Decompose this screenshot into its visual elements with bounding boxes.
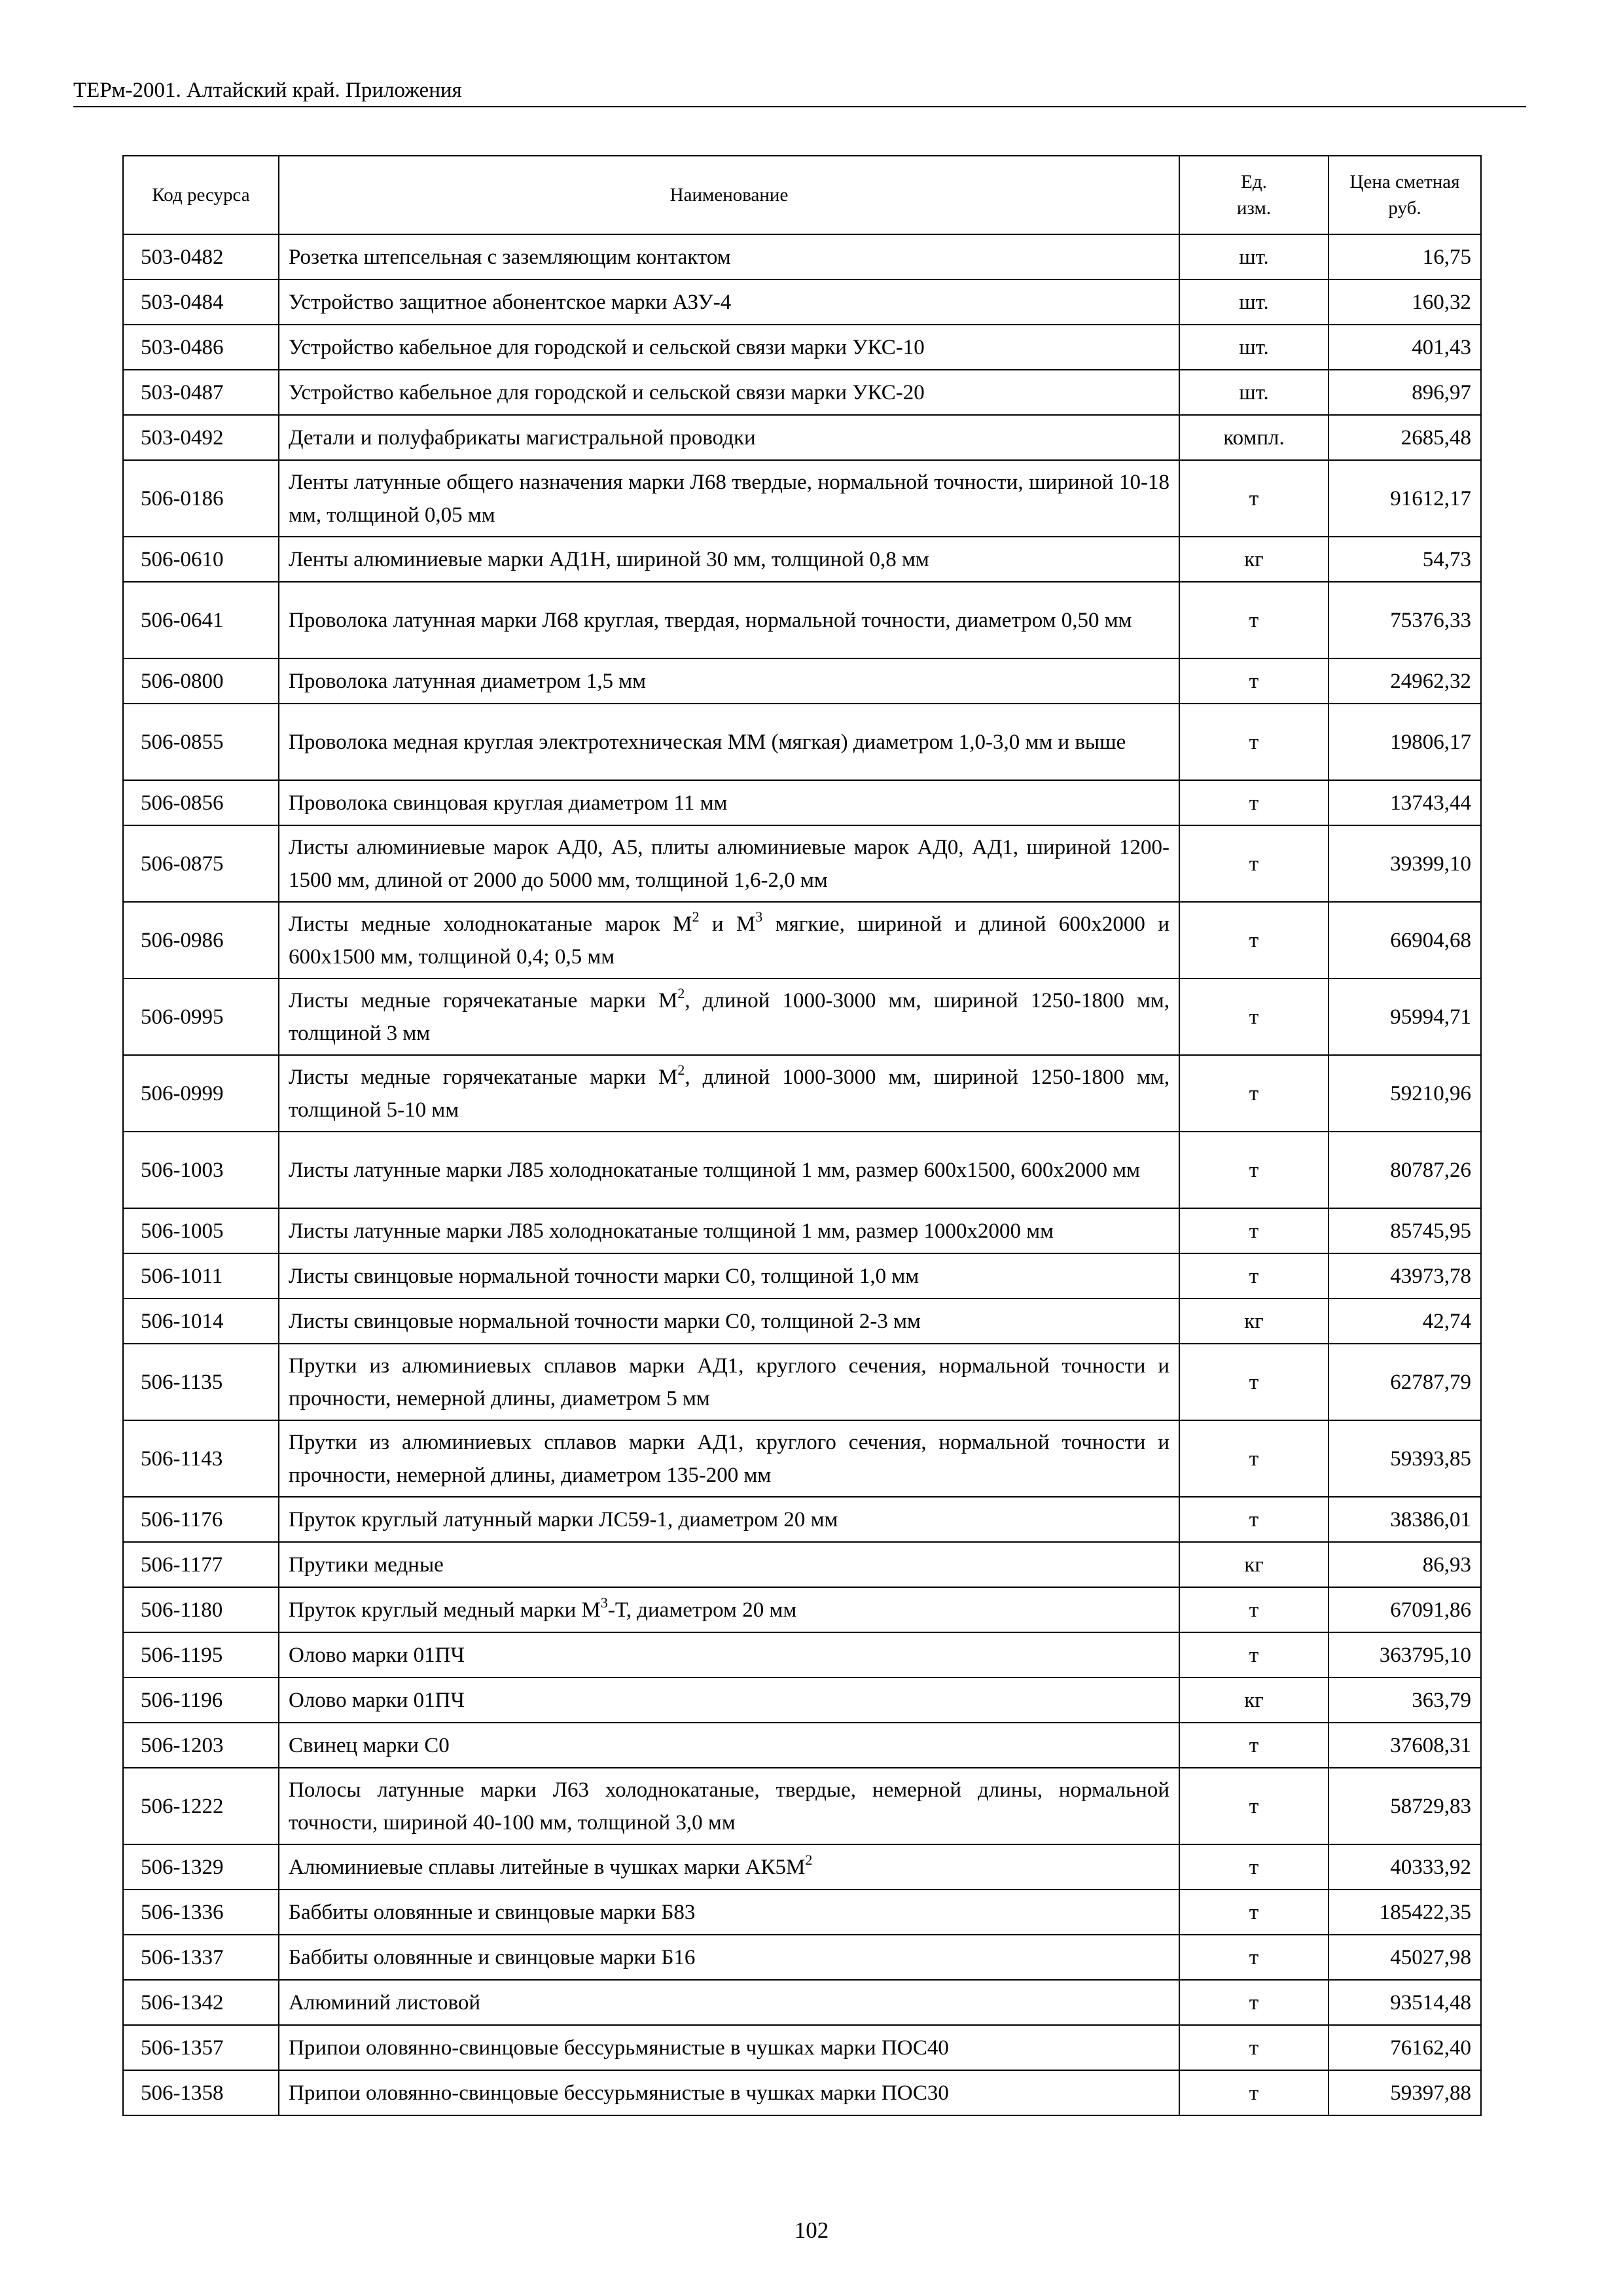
col-header-name: Наименование: [279, 156, 1179, 234]
cell-code: 506-1176: [123, 1497, 279, 1542]
cell-name: Розетка штепсельная с заземляющим контактом: [279, 234, 1179, 279]
cell-unit: т: [1179, 582, 1329, 658]
cell-unit: шт.: [1179, 279, 1329, 325]
cell-name: Проволока свинцовая круглая диаметром 11 мм: [279, 780, 1179, 825]
table-row: [123, 325, 1481, 370]
cell-unit: т: [1179, 2070, 1329, 2115]
cell-price: 95994,71: [1329, 978, 1481, 1055]
cell-price: 91612,17: [1329, 460, 1481, 537]
cell-price: 43973,78: [1329, 1253, 1481, 1299]
cell-unit: т: [1179, 1420, 1329, 1497]
cell-name: Листы латунные марки Л85 холоднокатаные толщиной 1 мм, размер 1000х2000 мм: [279, 1208, 1179, 1253]
cell-name-superscript: 3: [755, 908, 763, 925]
cell-price: 93514,48: [1329, 1980, 1481, 2025]
cell-price: 19806,17: [1329, 704, 1481, 780]
table-row: [123, 704, 1481, 780]
cell-price: 896,97: [1329, 370, 1481, 415]
cell-unit: шт.: [1179, 234, 1329, 279]
col-header-price: [1329, 156, 1481, 234]
cell-unit: т: [1179, 1208, 1329, 1253]
cell-price: 85745,95: [1329, 1208, 1481, 1253]
cell-code: 506-1358: [123, 2070, 279, 2115]
table-row: [123, 1208, 1481, 1253]
cell-name: Детали и полуфабрикаты магистральной проводки: [279, 415, 1179, 460]
cell-code: 503-0486: [123, 325, 279, 370]
table-row: [123, 537, 1481, 582]
table-row: [123, 2025, 1481, 2070]
cell-name: Устройство кабельное для городской и сельской связи марки УКС-10: [279, 325, 1179, 370]
cell-name: Прутки из алюминиевых сплавов марки АД1, круглого сечения, нормальной точности и прочности, немерной длины, диаметром 5 мм: [279, 1344, 1179, 1420]
cell-code: 506-0186: [123, 460, 279, 537]
cell-code: 506-1011: [123, 1253, 279, 1299]
cell-name-part: Листы медные холоднокатаные марок М: [289, 912, 692, 936]
table-row: [123, 978, 1481, 1055]
cell-unit: т: [1179, 1344, 1329, 1420]
table-row: [123, 780, 1481, 825]
cell-name-part: , длиной 1000-3000 мм, шириной 1250-1800 мм, толщиной 5-10 мм: [289, 1065, 1169, 1122]
cell-price: 66904,68: [1329, 902, 1481, 978]
cell-unit: т: [1179, 1132, 1329, 1208]
cell-price: 2685,48: [1329, 415, 1481, 460]
table-row: [123, 460, 1481, 537]
table-row: [123, 2070, 1481, 2115]
cell-unit: кг: [1179, 1677, 1329, 1723]
cell-price: 40333,92: [1329, 1844, 1481, 1890]
table-row: [123, 1132, 1481, 1208]
cell-unit: т: [1179, 902, 1329, 978]
table-row: [123, 658, 1481, 704]
cell-code: 506-1195: [123, 1632, 279, 1677]
cell-name: Проволока латунная марки Л68 круглая, твердая, нормальной точности, диаметром 0,50 мм: [279, 582, 1179, 658]
cell-unit: т: [1179, 1497, 1329, 1542]
cell-unit: т: [1179, 1980, 1329, 2025]
cell-unit: т: [1179, 1253, 1329, 1299]
cell-name: [279, 1587, 1179, 1632]
cell-code: 506-1014: [123, 1299, 279, 1344]
cell-unit: т: [1179, 1768, 1329, 1844]
cell-name: [279, 1844, 1179, 1890]
cell-code: 503-0484: [123, 279, 279, 325]
cell-unit: т: [1179, 780, 1329, 825]
cell-name: Припои оловянно-свинцовые бессурьмянистые в чушках марки ПОС30: [279, 2070, 1179, 2115]
cell-price: 401,43: [1329, 325, 1481, 370]
cell-name: [279, 1055, 1179, 1132]
cell-price: 13743,44: [1329, 780, 1481, 825]
cell-unit: кг: [1179, 1299, 1329, 1344]
cell-name: Листы свинцовые нормальной точности марки С0, толщиной 1,0 мм: [279, 1253, 1179, 1299]
cell-name: Припои оловянно-свинцовые бессурьмянистые в чушках марки ПОС40: [279, 2025, 1179, 2070]
table-row: [123, 1677, 1481, 1723]
cell-name-part: Листы медные горячекатаные марки М: [289, 988, 678, 1013]
cell-price: 59393,85: [1329, 1420, 1481, 1497]
cell-price: 54,73: [1329, 537, 1481, 582]
table-row: [123, 1935, 1481, 1980]
cell-name: Олово марки 01ПЧ: [279, 1677, 1179, 1723]
cell-name: [279, 978, 1179, 1055]
cell-name-part: -Т, диаметром 20 мм: [607, 1598, 797, 1622]
cell-price: 59210,96: [1329, 1055, 1481, 1132]
table-row: [123, 1890, 1481, 1935]
cell-name-part: мягкие, шириной и длиной 600х2000 и 600х1500 мм, толщиной 0,4; 0,5 мм: [289, 912, 1169, 969]
table-row: [123, 1723, 1481, 1768]
table-row: [123, 825, 1481, 902]
cell-price: 24962,32: [1329, 658, 1481, 704]
running-header: ТЕРм-2001. Алтайский край. Приложения: [73, 79, 462, 102]
cell-name: Свинец марки С0: [279, 1723, 1179, 1768]
cell-unit: т: [1179, 1632, 1329, 1677]
cell-name: Листы алюминиевые марок АД0, А5, плиты алюминиевые марок АД0, АД1, шириной 1200-1500 мм, длиной от 2000 до 5000 мм, толщиной 1,6-2,0 мм: [279, 825, 1179, 902]
cell-code: 506-0999: [123, 1055, 279, 1132]
cell-code: 503-0482: [123, 234, 279, 279]
cell-price: 42,74: [1329, 1299, 1481, 1344]
cell-code: 506-1342: [123, 1980, 279, 2025]
cell-price: 16,75: [1329, 234, 1481, 279]
cell-price: 185422,35: [1329, 1890, 1481, 1935]
table-row: [123, 1420, 1481, 1497]
cell-name-superscript: 2: [805, 1851, 813, 1868]
cell-name: Устройство кабельное для городской и сельской связи марки УКС-20: [279, 370, 1179, 415]
cell-name: Полосы латунные марки Л63 холоднокатаные, твердые, немерной длины, нормальной точности, шириной 40-100 мм, толщиной 3,0 мм: [279, 1768, 1179, 1844]
table-header-row: [123, 156, 1481, 234]
table-row: [123, 1253, 1481, 1299]
col-header-code: Код ресурса: [123, 156, 279, 234]
cell-unit: т: [1179, 1935, 1329, 1980]
cell-name: [279, 902, 1179, 978]
cell-name: Ленты латунные общего назначения марки Л68 твердые, нормальной точности, шириной 10-18 мм, толщиной 0,05 мм: [279, 460, 1179, 537]
cell-code: 506-1222: [123, 1768, 279, 1844]
cell-price: 38386,01: [1329, 1497, 1481, 1542]
cell-price: 37608,31: [1329, 1723, 1481, 1768]
cell-price: 160,32: [1329, 279, 1481, 325]
cell-code: 506-0610: [123, 537, 279, 582]
cell-price: 58729,83: [1329, 1768, 1481, 1844]
cell-unit: т: [1179, 978, 1329, 1055]
table-row: [123, 279, 1481, 325]
cell-code: 503-0492: [123, 415, 279, 460]
table-row: [123, 1299, 1481, 1344]
cell-name: Листы свинцовые нормальной точности марки С0, толщиной 2-3 мм: [279, 1299, 1179, 1344]
cell-price: 59397,88: [1329, 2070, 1481, 2115]
cell-code: 506-1337: [123, 1935, 279, 1980]
table-row: [123, 1980, 1481, 2025]
cell-unit: шт.: [1179, 370, 1329, 415]
cell-code: 506-0800: [123, 658, 279, 704]
cell-name: Прутики медные: [279, 1542, 1179, 1587]
cell-code: 506-1357: [123, 2025, 279, 2070]
cell-unit: т: [1179, 1844, 1329, 1890]
cell-code: 506-1005: [123, 1208, 279, 1253]
cell-name-superscript: 2: [677, 1061, 685, 1078]
cell-name-part: Алюминиевые сплавы литейные в чушках марки АК5М: [289, 1855, 806, 1879]
cell-code: 506-1196: [123, 1677, 279, 1723]
table-row: [123, 1542, 1481, 1587]
cell-unit: т: [1179, 460, 1329, 537]
page-number: 102: [794, 2217, 829, 2243]
table-row: [123, 415, 1481, 460]
table-row: [123, 1587, 1481, 1632]
cell-code: 506-0856: [123, 780, 279, 825]
cell-code: 506-0641: [123, 582, 279, 658]
table-row: [123, 902, 1481, 978]
cell-name-part: Листы медные горячекатаные марки М: [289, 1065, 678, 1089]
cell-name: Пруток круглый латунный марки ЛС59-1, диаметром 20 мм: [279, 1497, 1179, 1542]
table-row: [123, 1055, 1481, 1132]
cell-code: 506-1177: [123, 1542, 279, 1587]
cell-unit: кг: [1179, 1542, 1329, 1587]
cell-unit: т: [1179, 2025, 1329, 2070]
cell-code: 506-0995: [123, 978, 279, 1055]
cell-price: 75376,33: [1329, 582, 1481, 658]
cell-price: 80787,26: [1329, 1132, 1481, 1208]
cell-name: Листы латунные марки Л85 холоднокатаные толщиной 1 мм, размер 600х1500, 600х2000 мм: [279, 1132, 1179, 1208]
col-header-price-line2: руб.: [1388, 198, 1421, 219]
cell-name-superscript: 3: [600, 1594, 608, 1611]
cell-unit: т: [1179, 1723, 1329, 1768]
cell-price: 62787,79: [1329, 1344, 1481, 1420]
price-table: [122, 155, 1482, 2116]
cell-unit: т: [1179, 658, 1329, 704]
cell-name-superscript: 2: [677, 984, 685, 1001]
cell-name: Устройство защитное абонентское марки АЗУ-4: [279, 279, 1179, 325]
cell-price: 67091,86: [1329, 1587, 1481, 1632]
cell-unit: т: [1179, 825, 1329, 902]
cell-price: 45027,98: [1329, 1935, 1481, 1980]
cell-price: 363795,10: [1329, 1632, 1481, 1677]
table-row: [123, 1497, 1481, 1542]
cell-code: 506-1203: [123, 1723, 279, 1768]
cell-code: 506-0986: [123, 902, 279, 978]
cell-name-superscript: 2: [692, 908, 700, 925]
cell-unit: т: [1179, 704, 1329, 780]
cell-name: Проволока медная круглая электротехническая ММ (мягкая) диаметром 1,0-3,0 мм и выше: [279, 704, 1179, 780]
cell-name: Олово марки 01ПЧ: [279, 1632, 1179, 1677]
cell-name: Баббиты оловянные и свинцовые марки Б16: [279, 1935, 1179, 1980]
col-header-unit: [1179, 156, 1329, 234]
table-row: [123, 582, 1481, 658]
cell-name: Баббиты оловянные и свинцовые марки Б83: [279, 1890, 1179, 1935]
cell-name: Прутки из алюминиевых сплавов марки АД1, круглого сечения, нормальной точности и прочности, немерной длины, диаметром 135-200 мм: [279, 1420, 1179, 1497]
table-row: [123, 1844, 1481, 1890]
cell-code: 506-0875: [123, 825, 279, 902]
cell-code: 506-1180: [123, 1587, 279, 1632]
col-header-unit-line2: изм.: [1236, 198, 1272, 219]
cell-price: 86,93: [1329, 1542, 1481, 1587]
cell-name-part: и М: [699, 912, 756, 936]
cell-code: 506-1336: [123, 1890, 279, 1935]
cell-unit: т: [1179, 1890, 1329, 1935]
cell-code: 506-1003: [123, 1132, 279, 1208]
cell-name: Алюминий листовой: [279, 1980, 1179, 2025]
header-rule: [73, 106, 1526, 107]
cell-unit: т: [1179, 1587, 1329, 1632]
table-row: [123, 1768, 1481, 1844]
table-row: [123, 1632, 1481, 1677]
cell-code: 506-1143: [123, 1420, 279, 1497]
cell-code: 506-1135: [123, 1344, 279, 1420]
cell-unit: компл.: [1179, 415, 1329, 460]
cell-code: 503-0487: [123, 370, 279, 415]
cell-price: 76162,40: [1329, 2025, 1481, 2070]
table-row: [123, 234, 1481, 279]
cell-price: 363,79: [1329, 1677, 1481, 1723]
cell-unit: кг: [1179, 537, 1329, 582]
table-body: [123, 234, 1481, 2115]
cell-code: 506-1329: [123, 1844, 279, 1890]
cell-code: 506-0855: [123, 704, 279, 780]
cell-price: 39399,10: [1329, 825, 1481, 902]
table-row: [123, 1344, 1481, 1420]
cell-name-part: , длиной 1000-3000 мм, шириной 1250-1800 мм, толщиной 3 мм: [289, 988, 1169, 1045]
cell-name: Ленты алюминиевые марки АД1Н, шириной 30 мм, толщиной 0,8 мм: [279, 537, 1179, 582]
col-header-unit-line1: Ед.: [1241, 171, 1267, 192]
cell-name-part: Пруток круглый медный марки М: [289, 1598, 601, 1622]
col-header-price-line1: Цена сметная: [1349, 171, 1460, 192]
table-header: [123, 156, 1481, 234]
cell-name: Проволока латунная диаметром 1,5 мм: [279, 658, 1179, 704]
cell-unit: шт.: [1179, 325, 1329, 370]
cell-unit: т: [1179, 1055, 1329, 1132]
table-row: [123, 370, 1481, 415]
